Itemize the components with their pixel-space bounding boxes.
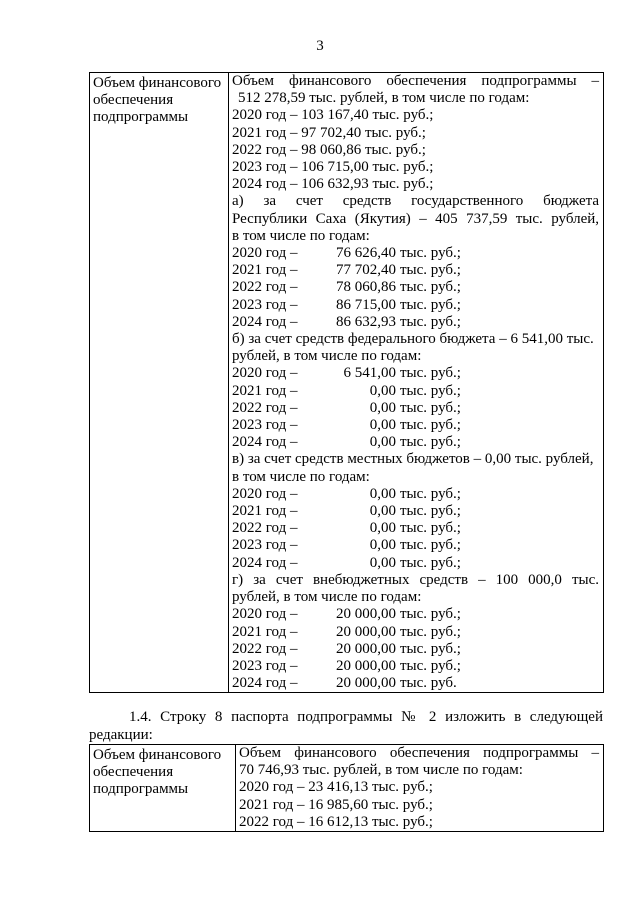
content-cell bbox=[229, 73, 604, 693]
total-row: 2020 год – 103 167,40 тыс. руб.; bbox=[232, 107, 434, 124]
section-c-heading: в том числе по годам: bbox=[232, 468, 370, 485]
unit: тыс. руб.; bbox=[400, 365, 461, 382]
total-row: 2022 год – 98 060,86 тыс. руб.; bbox=[232, 141, 426, 158]
year: 2021 год – bbox=[232, 382, 298, 399]
total-row: 2024 год – 106 632,93 тыс. руб.; bbox=[232, 176, 434, 193]
amount: 0,00 bbox=[369, 382, 396, 399]
year: 2022 год – bbox=[232, 279, 298, 296]
year-row bbox=[232, 675, 599, 692]
intro-line: Объем финансового обеспечения подпрограммы – bbox=[239, 745, 599, 761]
unit: тыс. руб.; bbox=[400, 382, 461, 399]
unit: тыс. руб.; bbox=[400, 279, 461, 296]
financing-table-subprogram-2 bbox=[89, 744, 604, 832]
label-line: обеспечения bbox=[93, 764, 174, 781]
year-row bbox=[232, 606, 599, 623]
amount: 0,00 bbox=[369, 434, 396, 451]
unit: тыс. руб.; bbox=[400, 554, 461, 571]
year: 2021 год – bbox=[232, 503, 298, 520]
unit: тыс. руб.; bbox=[400, 503, 461, 520]
amount: 20 000,00 bbox=[336, 657, 396, 674]
year-row bbox=[232, 624, 599, 641]
intro-line: Объем финансового обеспечения подпрограммы – bbox=[232, 73, 599, 89]
amount: 0,00 bbox=[369, 417, 396, 434]
year-row bbox=[232, 555, 599, 572]
year: 2021 год – bbox=[232, 262, 298, 279]
unit: тыс. руб.; bbox=[400, 245, 461, 262]
year: 2020 год – bbox=[232, 245, 298, 262]
year: 2023 год – bbox=[232, 417, 298, 434]
page-number: 3 bbox=[316, 38, 324, 54]
year-row bbox=[232, 262, 599, 279]
year: 2022 год – bbox=[232, 399, 298, 416]
financing-table-subprogram bbox=[89, 72, 604, 693]
year-row bbox=[232, 658, 599, 675]
total-row: 2020 год – 23 416,13 тыс. руб.; bbox=[239, 779, 433, 796]
year-row bbox=[232, 314, 599, 331]
year-row bbox=[232, 537, 599, 554]
year-row bbox=[232, 486, 599, 503]
label-cell bbox=[90, 73, 229, 693]
total-row: 2021 год – 97 702,40 тыс. руб.; bbox=[232, 124, 426, 141]
label-line: подпрограммы bbox=[93, 781, 189, 798]
unit: тыс. руб.; bbox=[400, 640, 461, 657]
year: 2023 год – bbox=[232, 537, 298, 554]
amount: 6 541,00 bbox=[343, 365, 396, 382]
amount: 0,00 bbox=[369, 485, 396, 502]
amount: 20 000,00 bbox=[336, 640, 396, 657]
unit: тыс. руб.; bbox=[400, 313, 461, 330]
year: 2024 год – bbox=[232, 434, 298, 451]
amount: 0,00 bbox=[369, 399, 396, 416]
unit: тыс. руб.; bbox=[400, 417, 461, 434]
paragraph-line: 1.4. Строку 8 паспорта подпрограммы № 2 изложить в следующей bbox=[129, 709, 603, 725]
year: 2023 год – bbox=[232, 296, 298, 313]
amount: 78 060,86 bbox=[336, 279, 396, 296]
year-row bbox=[232, 434, 599, 451]
section-b-heading: рублей, в том числе по годам: bbox=[232, 348, 422, 365]
year-row bbox=[232, 297, 599, 314]
year: 2022 год – bbox=[232, 640, 298, 657]
amount: 0,00 bbox=[369, 520, 396, 537]
unit: тыс. руб.; bbox=[400, 623, 461, 640]
year-row bbox=[232, 400, 599, 417]
amount: 77 702,40 bbox=[336, 262, 396, 279]
unit: тыс. руб.; bbox=[400, 399, 461, 416]
label-line: Объем финансового bbox=[93, 747, 222, 763]
section-d-heading: г) за счет внебюджетных средств – 100 000,0 тыс. bbox=[232, 571, 599, 588]
year: 2022 год – bbox=[232, 520, 298, 537]
section-a-heading: в том числе по годам: bbox=[232, 227, 370, 244]
year: 2024 год – bbox=[232, 313, 298, 330]
unit: тыс. руб.; bbox=[400, 606, 461, 623]
year: 2020 год – bbox=[232, 485, 298, 502]
year-row bbox=[232, 503, 599, 520]
year: 2023 год – bbox=[232, 657, 298, 674]
label-cell bbox=[90, 745, 236, 832]
label-line: обеспечения bbox=[93, 92, 174, 109]
year: 2020 год – bbox=[232, 606, 298, 623]
unit: тыс. руб.; bbox=[400, 485, 461, 502]
amount: 0,00 bbox=[369, 503, 396, 520]
amount: 0,00 bbox=[369, 554, 396, 571]
year: 2024 год – bbox=[232, 554, 298, 571]
unit: тыс. руб.; bbox=[400, 537, 461, 554]
unit: тыс. руб.; bbox=[400, 262, 461, 279]
section-a-heading: Республики Саха (Якутия) – 405 737,59 тыс. рублей, bbox=[232, 210, 599, 227]
intro-total: 512 278,59 тыс. рублей, в том числе по годам: bbox=[238, 90, 530, 107]
year-row bbox=[232, 520, 599, 537]
label-line: подпрограммы bbox=[93, 109, 189, 126]
amount: 86 715,00 bbox=[336, 296, 396, 313]
year-row bbox=[232, 245, 599, 262]
unit: тыс. руб.; bbox=[400, 434, 461, 451]
year-row bbox=[232, 279, 599, 296]
year-row bbox=[232, 417, 599, 434]
unit: тыс. руб.; bbox=[400, 520, 461, 537]
unit: тыс. руб.; bbox=[400, 657, 461, 674]
unit: тыс. руб.; bbox=[400, 296, 461, 313]
amount: 76 626,40 bbox=[336, 245, 396, 262]
intro-total: 70 746,93 тыс. рублей, в том числе по годам: bbox=[239, 762, 523, 779]
section-c-heading: в) за счет средств местных бюджетов – 0,00 тыс. рублей, bbox=[232, 451, 594, 468]
amount: 86 632,93 bbox=[336, 313, 396, 330]
amount: 0,00 bbox=[369, 537, 396, 554]
year-row bbox=[232, 365, 599, 382]
section-d-heading: рублей, в том числе по годам: bbox=[232, 589, 422, 606]
amendment-paragraph bbox=[89, 708, 603, 744]
label-line: Объем финансового bbox=[93, 75, 222, 91]
year: 2020 год – bbox=[232, 365, 298, 382]
amount: 20 000,00 bbox=[336, 675, 396, 692]
year: 2024 год – bbox=[232, 675, 298, 692]
content-cell bbox=[236, 745, 604, 832]
year-row bbox=[232, 641, 599, 658]
amount: 20 000,00 bbox=[336, 623, 396, 640]
total-row: 2023 год – 106 715,00 тыс. руб.; bbox=[232, 159, 434, 176]
unit: тыс. руб. bbox=[400, 675, 457, 692]
section-a-heading: а) за счет средств государственного бюджета bbox=[232, 193, 599, 210]
amount: 20 000,00 bbox=[336, 606, 396, 623]
section-b-heading: б) за счет средств федерального бюджета – 6 541,00 тыс. bbox=[232, 331, 594, 348]
year-row bbox=[232, 383, 599, 400]
paragraph-line: редакции: bbox=[89, 727, 153, 743]
year: 2021 год – bbox=[232, 623, 298, 640]
total-row: 2022 год – 16 612,13 тыс. руб.; bbox=[239, 813, 433, 830]
total-row: 2021 год – 16 985,60 тыс. руб.; bbox=[239, 796, 433, 813]
